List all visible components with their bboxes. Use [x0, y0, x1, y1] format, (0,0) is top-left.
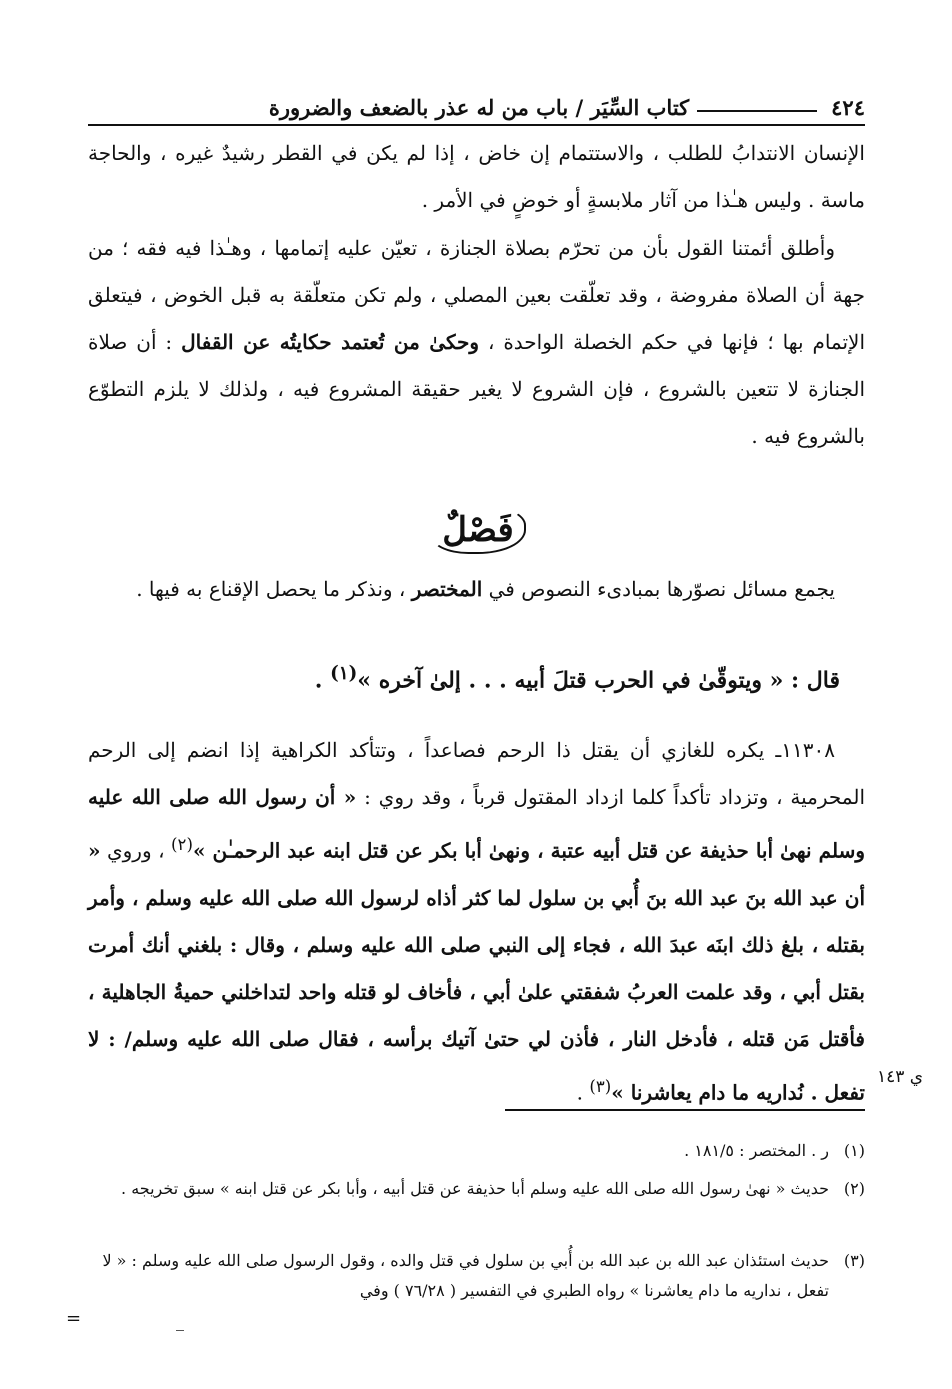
header-title: كتاب السِّيَر / باب من له عذر بالضعف والضرورة: [268, 95, 690, 120]
margin-note: ي ١٤٣: [876, 1067, 924, 1087]
footnote-2: [80, 1174, 865, 1204]
footnote-1-number: (١): [843, 1141, 865, 1160]
header-dash: [697, 110, 817, 112]
footnote-ref-2: (٢): [171, 835, 193, 854]
footnote-ref-1: (١): [330, 663, 358, 684]
page-number: ٤٢٤: [831, 95, 865, 120]
paragraph-3: [88, 566, 865, 613]
paragraph-4-mid: ، وروي: [100, 838, 172, 863]
continuation-mark: =: [66, 1308, 82, 1329]
paragraph-3-text-a: يجمع مسائل نصوّرها بمبادىء النصوص في: [482, 577, 835, 601]
footnote-2-text: حديث « نهىٰ رسول الله صلى الله عليه وسلم أبا حذيفة عن قتل أبيه ، وأبا بكر عن قتل ابنه » سبق تخريجه .: [121, 1179, 829, 1198]
ornament-swirl: [430, 506, 526, 554]
quoted-statement-text: قال : « ويتوقّىٰ في الحرب قتلَ أبيه . . . إلىٰ آخره »: [357, 667, 840, 694]
paragraph-2-text-b: : أن صلاة الجنازة لا تتعين بالشروع ، فإن الشروع لا يغير حقيقة المشروع فيه ، ولذلك لا يلزم التطوّع بالشروع فيه .: [88, 330, 865, 448]
paragraph-4-bold-2: « أن عبد الله بنَ عبد الله بنَ أُبي بن سلول لما كثر أذاه لرسول الله صلى الله عليه وسلم ، وأمر بقتله ، بلغ ذلك ابنَه عبدَ الله ، فجاء إلى النبي صلى الله عليه وسلم ، وقال : بلغني أنك أمرت بقتل أبي ، وقد علمت العربُ شفقتي علىٰ أبي ، فأخاف لو قتله واحد لتداخلني حميةُ الجاهلية ، فأقتل مَن قتله ، فأدخل النار ، فأذن لي حتىٰ آتيك برأسه ، فقال صلى الله عليه وسلم/ : لا تفعل . نُداريه ما دام يعاشرنا »: [88, 838, 865, 1105]
paragraph-4-end: .: [576, 1080, 590, 1105]
section-heading-ornament: [420, 500, 536, 560]
section-heading: فَصْلٌ: [442, 510, 514, 550]
footnote-ref-3: (٣): [589, 1076, 612, 1096]
footnote-3: [80, 1246, 865, 1306]
footnote-2-number: (٢): [843, 1179, 865, 1198]
scan-mark: [176, 1330, 184, 1331]
paragraph-4-text-a: ١١٣٠٨ـ يكره للغازي أن يقتل ذا الرحم فصاعداً ، وتتأكد الكراهية إذا انضم إلى الرحم المحرمية ، وتزداد تأكداً كلما ازداد المقتول قرباً ، وقد روي :: [88, 738, 866, 809]
paragraph-4: [88, 727, 865, 1116]
header-rule: [88, 124, 865, 126]
paragraph-3-bold: المختصر: [411, 577, 483, 601]
paragraph-4-bold-1: « أن رسول الله صلى الله عليه وسلم نهىٰ أبا حذيفة عن قتل أبيه عتبة ، ونهىٰ أبا بكر عن قتل ابنه عبد الرحمـٰن »: [88, 785, 865, 863]
paragraph-1: الإنسان الانتدابُ للطلب ، والاستتمام إن خاض ، إذا لم يكن في القطر رشيدٌ غيره ، والحاجة ماسة . وليس هـٰذا من آثار ملابسةٍ أو خوضٍ في الأمر .: [88, 141, 865, 212]
paragraph-3-text-b: ، ونذكر ما يحصل الإقناع به فيها .: [136, 577, 412, 601]
quoted-statement: [280, 663, 840, 693]
paragraph-2: [88, 225, 865, 460]
footnote-3-text: حديث استئذان عبد الله بن عبد الله بن أُبي بن سلول في قتل والده ، وقول الرسول صلى الله عليه وسلم : « لا تفعل ، نداريه ما دام يعاشرنا » رواه الطبري في التفسير ( ٧٦/٢٨ ) وفي: [102, 1251, 829, 1300]
paragraph-2-text-a: وأطلق أئمتنا القول بأن من تحرّم بصلاة الجنازة ، تعيّن عليه إتمامها ، وهـٰذا فيه فقه ؛ من جهة أن الصلاة مفروضة ، وقد تعلّقت بعين المصلي ، ولم تكن متعلّقة به قبل الخوض ، فيتعلق الإتمام بها ؛ فإنها في حكم الخصلة الواحدة ،: [88, 236, 866, 354]
footnote-3-number: (٣): [843, 1251, 865, 1270]
footnote-1: [80, 1136, 865, 1166]
footnote-separator: [505, 1109, 865, 1111]
footnote-1-text: ر . المختصر : ١٨١/٥ .: [684, 1141, 829, 1160]
running-header: [88, 80, 865, 120]
quoted-statement-end: .: [314, 667, 331, 694]
paragraph-2-bold: وحكىٰ من تُعتمد حكايتُه عن القفال: [181, 330, 480, 354]
